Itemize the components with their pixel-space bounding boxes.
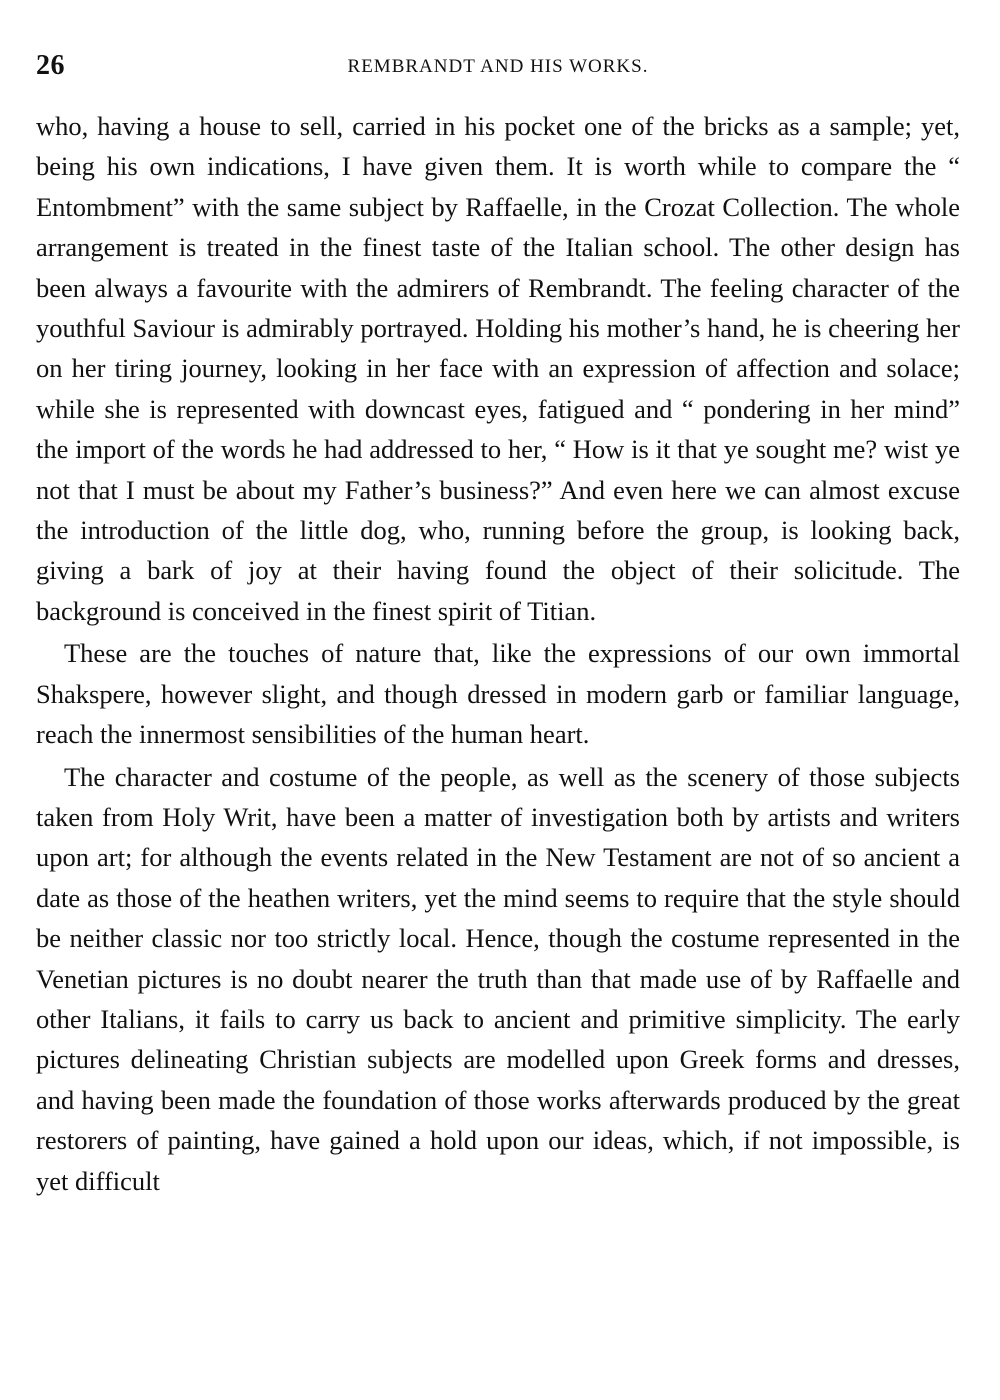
body-text xyxy=(36,106,960,1201)
running-title: REMBRANDT AND HIS WORKS. xyxy=(347,56,649,77)
page-header xyxy=(36,50,960,86)
page-number: 26 xyxy=(36,50,65,81)
paragraph-continued: who, having a house to sell, carried in his pocket one of the bricks as a sample; yet, being his own indications, I have given them. It is worth while to compare the “ Entombment” with the same subject by Raffaelle, in the Crozat Collection. The whole arrangement is treated in the finest taste of the Italian school. The other design has been always a favourite with the admirers of Rembrandt. The feeling character of the youthful Saviour is admirably portrayed. Holding his mother’s hand, he is cheering her on her tiring journey, looking in her face with an expression of affection and solace; while she is represented with downcast eyes, fatigued and “ pondering in her mind” the import of the words he had addressed to her, “ How is it that ye sought me? wist ye not that I must be about my Father’s business?” And even here we can almost excuse the introduction of the little dog, who, running before the group, is looking back, giving a bark of joy at their having found the object of their solicitude. The background is conceived in the finest spirit of Titian. xyxy=(36,111,960,626)
paragraph-character-and-costume: The character and costume of the people, as well as the scenery of those subjects taken from Holy Writ, have been a matter of investigation both by artists and writers upon art; for although the events related in the New Testament are not of so ancient a date as those of the heathen writers, yet the mind seems to require that the style should be neither classic nor too strictly local. Hence, though the costume represented in the Venetian pictures is no doubt nearer the truth than that made use of by Raffaelle and other Italians, it fails to carry us back to ancient and primitive simplicity. The early pictures delineating Christian subjects are modelled upon Greek forms and dresses, and having been made the foundation of those works afterwards produced by the great restorers of painting, have gained a hold upon our ideas, which, if not impossible, is yet difficult xyxy=(36,761,960,1196)
paragraph-touches-of-nature: These are the touches of nature that, like the expressions of our own immortal Shakspere, however slight, and though dressed in modern garb or familiar language, reach the innermost sensibilities of the human heart. xyxy=(36,638,960,750)
